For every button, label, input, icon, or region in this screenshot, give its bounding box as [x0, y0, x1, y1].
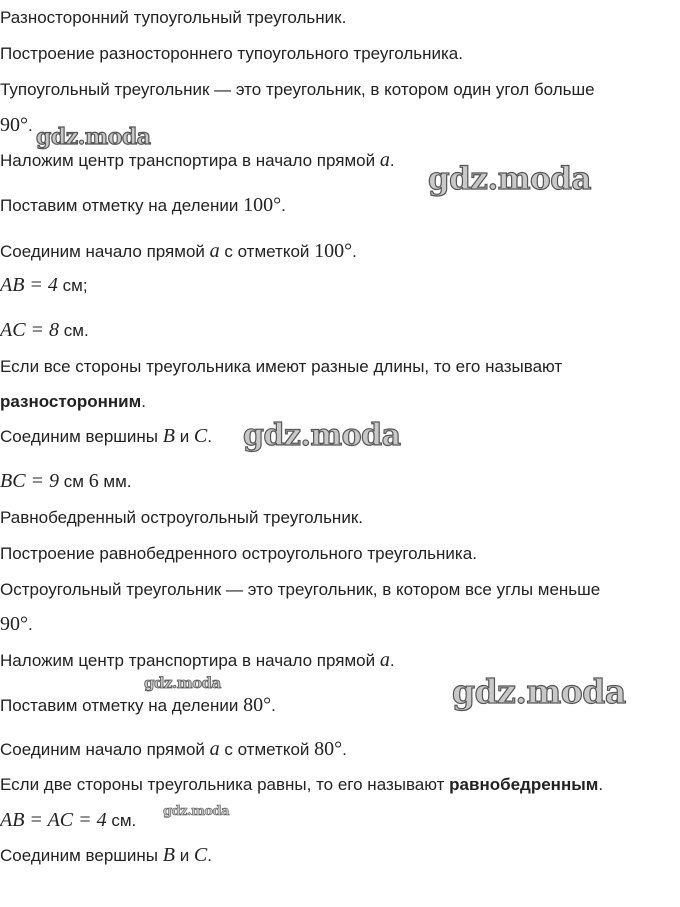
line-14: Равнобедренный остроугольный треугольник. — [0, 508, 363, 527]
angle-value: 100° — [314, 240, 353, 262]
line-15: Построение равнобедренного остроугольного треугольника. — [0, 544, 477, 563]
punct: . — [207, 427, 212, 446]
watermark-logo: gdz.moda — [36, 124, 151, 150]
text: Соединим вершины — [0, 846, 163, 865]
var-a: a — [209, 240, 220, 262]
text: Соединим начало прямой — [0, 740, 210, 759]
unit: мм. — [98, 472, 132, 491]
term-bold: равнобедренным — [449, 775, 599, 794]
text: с отметкой — [219, 242, 315, 261]
text: с отметкой — [219, 740, 315, 759]
punct: . — [281, 196, 286, 215]
punct: . — [271, 696, 276, 715]
line-20 — [0, 738, 347, 761]
text: Соединим начало прямой — [0, 242, 210, 261]
watermark-logo: gdz.moda — [144, 674, 221, 692]
punct: . — [141, 392, 146, 411]
var-c: C — [193, 425, 208, 447]
var-a: a — [379, 649, 390, 671]
punct: . — [207, 846, 212, 865]
watermark-logo: gdz.moda — [452, 672, 626, 711]
angle-value: 80° — [243, 694, 272, 716]
watermark-logo: gdz.moda — [243, 418, 401, 453]
var-c: C — [193, 844, 208, 866]
line-8 — [0, 274, 88, 297]
punct: . — [389, 651, 395, 670]
line-23 — [0, 844, 212, 867]
text: Если две стороны треугольника равны, то его называют — [0, 775, 450, 794]
watermark-logo: gdz.moda — [428, 161, 591, 197]
punct: . — [389, 151, 395, 170]
var-a: a — [379, 149, 390, 171]
var-b: B — [162, 844, 175, 866]
line-21 — [0, 774, 603, 796]
unit: см — [59, 472, 89, 491]
line-22 — [0, 809, 136, 832]
line-9 — [0, 319, 89, 342]
punct: . — [342, 740, 347, 759]
line-18 — [0, 649, 395, 672]
number: 6 — [88, 470, 99, 492]
line-10: Если все стороны треугольника имеют разные длины, то его называют — [0, 357, 563, 376]
punct: . — [352, 242, 357, 261]
text: и — [174, 427, 194, 446]
line-17 — [0, 613, 33, 636]
line-7 — [0, 240, 357, 263]
line-2: Построение разностороннего тупоугольного треугольника. — [0, 44, 463, 63]
line-11 — [0, 391, 146, 413]
var-b: B — [162, 425, 175, 447]
text: и — [174, 846, 194, 865]
text: Поставим отметку на делении — [0, 696, 244, 715]
punct: . — [28, 615, 33, 634]
formula: AB = 4 — [0, 274, 58, 296]
text: Наложим центр транспортира в начало прямой — [0, 151, 380, 170]
unit: см. — [59, 321, 89, 340]
angle-value: 100° — [243, 194, 282, 216]
unit: см; — [57, 276, 88, 295]
line-16: Остроугольный треугольник — это треугольник, в котором все углы меньше — [0, 580, 601, 599]
line-13 — [0, 470, 132, 493]
line-19 — [0, 694, 276, 717]
text: Соединим вершины — [0, 427, 163, 446]
text: Поставим отметку на делении — [0, 196, 244, 215]
formula: BC = 9 — [0, 470, 60, 492]
angle-value: 80° — [314, 738, 343, 760]
line-4 — [0, 114, 33, 137]
var-a: a — [209, 738, 220, 760]
line-3: Тупоугольный треугольник — это треугольник, в котором один угол больше — [0, 80, 595, 99]
unit: см. — [106, 811, 137, 830]
line-6 — [0, 194, 286, 217]
text: Наложим центр транспортира в начало прямой — [0, 651, 380, 670]
formula: AC = 8 — [0, 319, 60, 341]
line-5 — [0, 149, 395, 172]
line-1: Разносторонний тупоугольный треугольник. — [0, 8, 347, 27]
line-12 — [0, 425, 212, 448]
punct: . — [28, 116, 33, 135]
angle-value: 90° — [0, 613, 28, 635]
punct: . — [598, 775, 604, 794]
term-bold: разносторонним — [0, 392, 142, 411]
formula: AB = AC = 4 — [0, 809, 107, 831]
watermark-logo: gdz.moda — [163, 804, 230, 819]
angle-value: 90° — [0, 114, 28, 136]
